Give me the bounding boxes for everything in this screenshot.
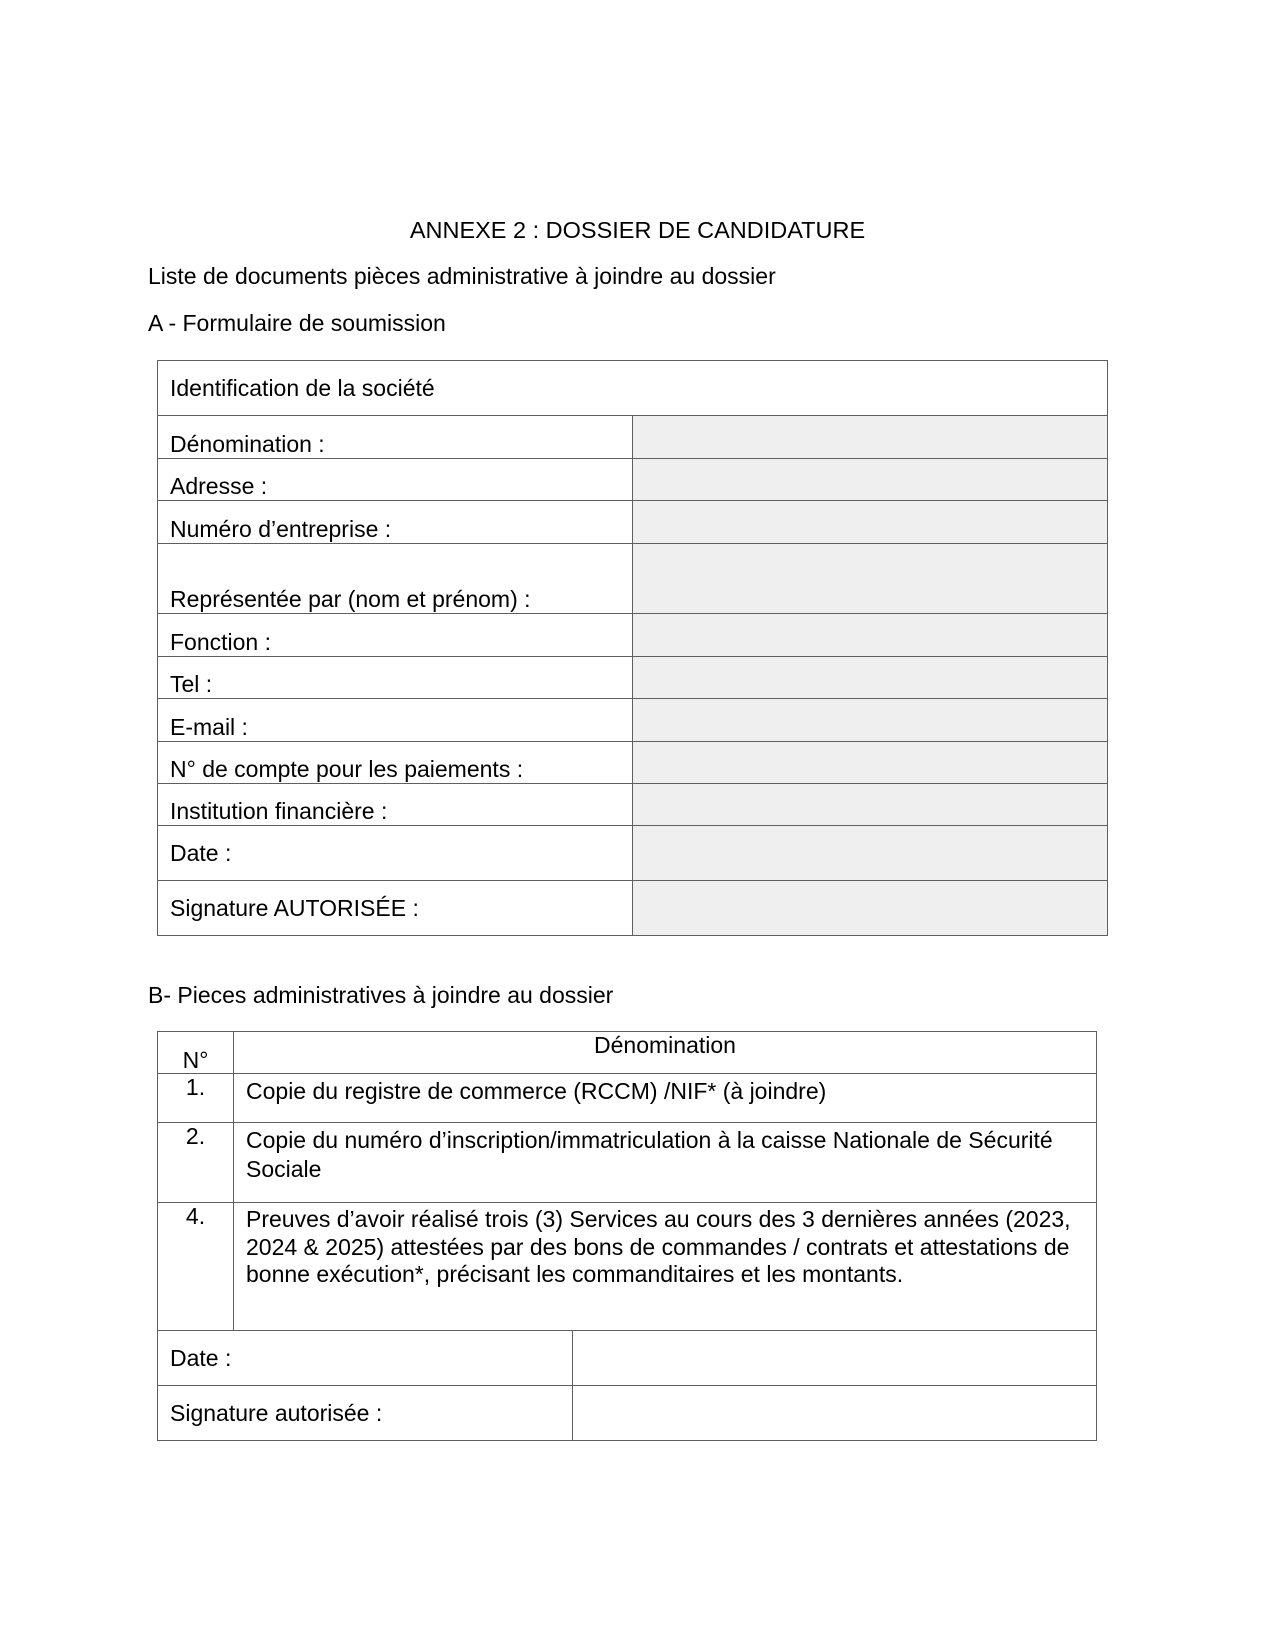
- table-row: [158, 1203, 1097, 1331]
- field-input-denomination[interactable]: [633, 416, 1108, 459]
- field-label-tel: Tel :: [158, 657, 633, 699]
- field-input-authorized-signature[interactable]: [633, 881, 1108, 936]
- section-a-heading: A - Formulaire de soumission: [148, 310, 446, 336]
- field-label-email: E-mail :: [158, 699, 633, 742]
- submission-form-table: [157, 360, 1108, 936]
- field-input-company-number[interactable]: [633, 501, 1108, 544]
- field-label-function: Fonction :: [158, 614, 633, 657]
- table-row: [158, 1123, 1097, 1203]
- field-input-function[interactable]: [633, 614, 1108, 657]
- field-input-address[interactable]: [633, 459, 1108, 501]
- field-input-tel[interactable]: [633, 657, 1108, 699]
- field-input-date[interactable]: [633, 826, 1108, 881]
- administrative-documents-table: [157, 1031, 1097, 1441]
- column-header-denomination: Dénomination: [234, 1032, 1097, 1074]
- company-identification-header: Identification de la société: [158, 361, 1108, 416]
- field-label-authorized-signature: Signature AUTORISÉE :: [158, 881, 633, 936]
- field-label-denomination: Dénomination :: [158, 416, 633, 459]
- column-header-number: N°: [158, 1032, 234, 1074]
- field-label-date: Date :: [158, 826, 633, 881]
- field-input-account-number[interactable]: [633, 742, 1108, 784]
- field-label-account-number: N° de compte pour les paiements :: [158, 742, 633, 784]
- field-label-company-number: Numéro d’entreprise :: [158, 501, 633, 544]
- field-input-email[interactable]: [633, 699, 1108, 742]
- field-label-represented-by: Représentée par (nom et prénom) :: [158, 544, 633, 614]
- page-title: ANNEXE 2 : DOSSIER DE CANDIDATURE: [409, 217, 866, 243]
- footer-input-date[interactable]: [573, 1331, 1097, 1386]
- section-b-heading: B- Pieces administratives à joindre au dossier: [148, 982, 614, 1008]
- row-description: Copie du numéro d’inscription/immatriculation à la caisse Nationale de Sécurité Sociale: [234, 1123, 1097, 1203]
- intro-text: Liste de documents pièces administrative à joindre au dossier: [148, 263, 776, 289]
- row-number: 1.: [158, 1074, 234, 1123]
- footer-input-signature[interactable]: [573, 1386, 1097, 1441]
- field-label-financial-institution: Institution financière :: [158, 784, 633, 826]
- footer-label-date: Date :: [158, 1331, 573, 1386]
- field-input-financial-institution[interactable]: [633, 784, 1108, 826]
- field-input-represented-by[interactable]: [633, 544, 1108, 614]
- field-label-address: Adresse :: [158, 459, 633, 501]
- table-row: [158, 1074, 1097, 1123]
- row-description: Copie du registre de commerce (RCCM) /NIF* (à joindre): [234, 1074, 1097, 1123]
- row-description: Preuves d’avoir réalisé trois (3) Services au cours des 3 dernières années (2023, 2024 & 2025) attestées par des bons de commandes / contrats et attestations de bonne exécution*, précisant les commanditaires et les montants.: [234, 1203, 1097, 1331]
- footer-label-signature: Signature autorisée :: [158, 1386, 573, 1441]
- row-number: 4.: [158, 1203, 234, 1331]
- row-number: 2.: [158, 1123, 234, 1203]
